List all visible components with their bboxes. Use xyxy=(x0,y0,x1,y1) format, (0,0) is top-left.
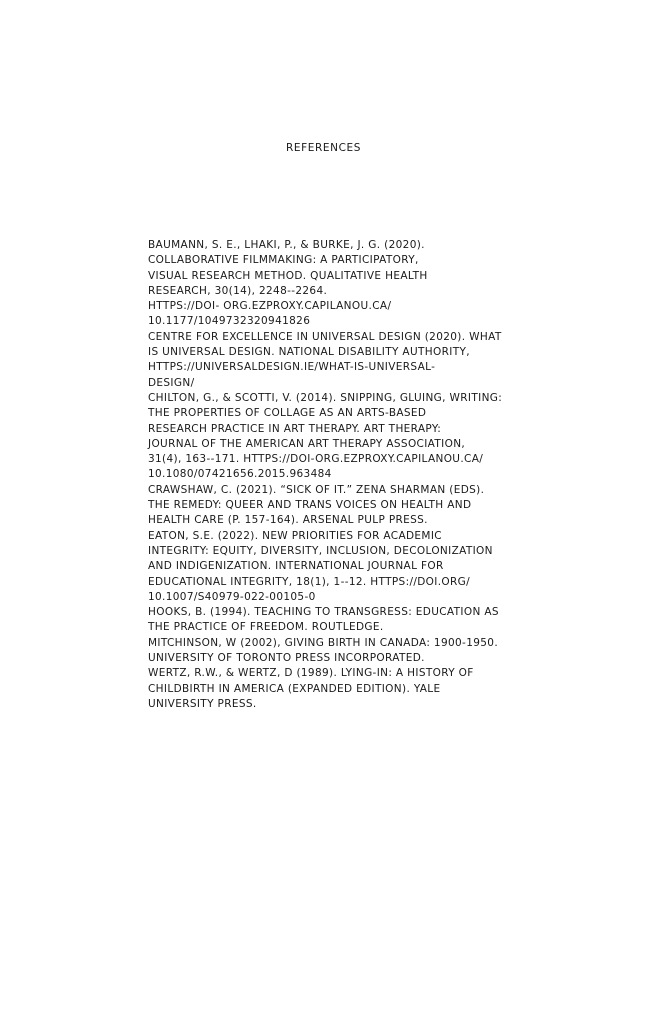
reference-first-line: MITCHINSON, W (2002), GIVING BIRTH IN CANADA: 1900-1950. xyxy=(148,636,499,649)
reference-entry xyxy=(148,529,513,605)
references-list xyxy=(148,238,513,712)
reference-continuation-line: THE PROPERTIES OF COLLAGE AS AN ARTS-BASED xyxy=(148,407,427,420)
reference-continuation-line: COLLABORATIVE FILMMAKING: A PARTICIPATORY, xyxy=(148,254,419,267)
reference-entry xyxy=(148,666,513,712)
reference-continuation-line: UNIVERSITY OF TORONTO PRESS INCORPORATED. xyxy=(148,652,425,665)
reference-first-line: EATON, S.E. (2022). NEW PRIORITIES FOR ACADEMIC xyxy=(148,529,442,542)
reference-entry xyxy=(148,483,513,529)
reference-entry xyxy=(148,330,513,391)
reference-continuation-line: HTTPS://DOI- ORG.EZPROXY.CAPILANOU.CA/ xyxy=(148,300,392,313)
reference-continuation-line: HTTPS://UNIVERSALDESIGN.IE/WHAT-IS-UNIVERSAL- xyxy=(148,361,436,374)
reference-continuation-line: RESEARCH, 30(14), 2248--2264. xyxy=(148,284,328,297)
reference-continuation-line: VISUAL RESEARCH METHOD. QUALITATIVE HEALTH xyxy=(148,269,428,282)
reference-continuation-line: EDUCATIONAL INTEGRITY, 18(1), 1--12. HTTPS://DOI.ORG/ xyxy=(148,575,471,588)
reference-entry xyxy=(148,238,513,330)
reference-continuation-line: INTEGRITY: EQUITY, DIVERSITY, INCLUSION, DECOLONIZATION xyxy=(148,544,493,557)
reference-continuation-line: RESEARCH PRACTICE IN ART THERAPY. ART THERAPY: xyxy=(148,422,442,435)
reference-continuation-line: IS UNIVERSAL DESIGN. NATIONAL DISABILITY AUTHORITY, xyxy=(148,346,470,359)
reference-entry xyxy=(148,636,513,667)
reference-entry xyxy=(148,605,513,636)
page-title: REFERENCES xyxy=(285,142,362,154)
reference-continuation-line: HEALTH CARE (P. 157-164). ARSENAL PULP PRESS. xyxy=(148,514,428,527)
reference-continuation-line: 10.1177/1049732320941826 xyxy=(148,315,311,328)
reference-continuation-line: 10.1007/S40979-022-00105-0 xyxy=(148,590,316,603)
reference-first-line: CRAWSHAW, C. (2021). “SICK OF IT.” ZENA SHARMAN (EDS). xyxy=(148,483,485,496)
reference-first-line: HOOKS, B. (1994). TEACHING TO TRANSGRESS: EDUCATION AS xyxy=(148,606,499,619)
reference-continuation-line: THE PRACTICE OF FREEDOM. ROUTLEDGE. xyxy=(148,621,384,634)
reference-continuation-line: THE REMEDY: QUEER AND TRANS VOICES ON HEALTH AND xyxy=(148,499,472,512)
reference-first-line: WERTZ, R.W., & WERTZ, D (1989). LYING-IN: A HISTORY OF xyxy=(148,667,474,680)
reference-entry xyxy=(148,391,513,483)
reference-continuation-line: DESIGN/ xyxy=(148,376,195,389)
reference-continuation-line: 10.1080/07421656.2015.963484 xyxy=(148,468,332,481)
reference-continuation-line: 31(4), 163--171. HTTPS://DOI-ORG.EZPROXY.CAPILANOU.CA/ xyxy=(148,453,484,466)
reference-continuation-line: AND INDIGENIZATION. INTERNATIONAL JOURNAL FOR xyxy=(148,560,444,573)
reference-continuation-line: UNIVERSITY PRESS. xyxy=(148,697,257,710)
reference-continuation-line: JOURNAL OF THE AMERICAN ART THERAPY ASSOCIATION, xyxy=(148,437,466,450)
reference-first-line: CHILTON, G., & SCOTTI, V. (2014). SNIPPING, GLUING, WRITING: xyxy=(148,391,503,404)
reference-continuation-line: CHILDBIRTH IN AMERICA (EXPANDED EDITION). YALE xyxy=(148,682,441,695)
reference-first-line: BAUMANN, S. E., LHAKI, P., & BURKE, J. G. (2020). xyxy=(148,239,425,251)
reference-first-line: CENTRE FOR EXCELLENCE IN UNIVERSAL DESIGN (2020). WHAT xyxy=(148,330,502,343)
